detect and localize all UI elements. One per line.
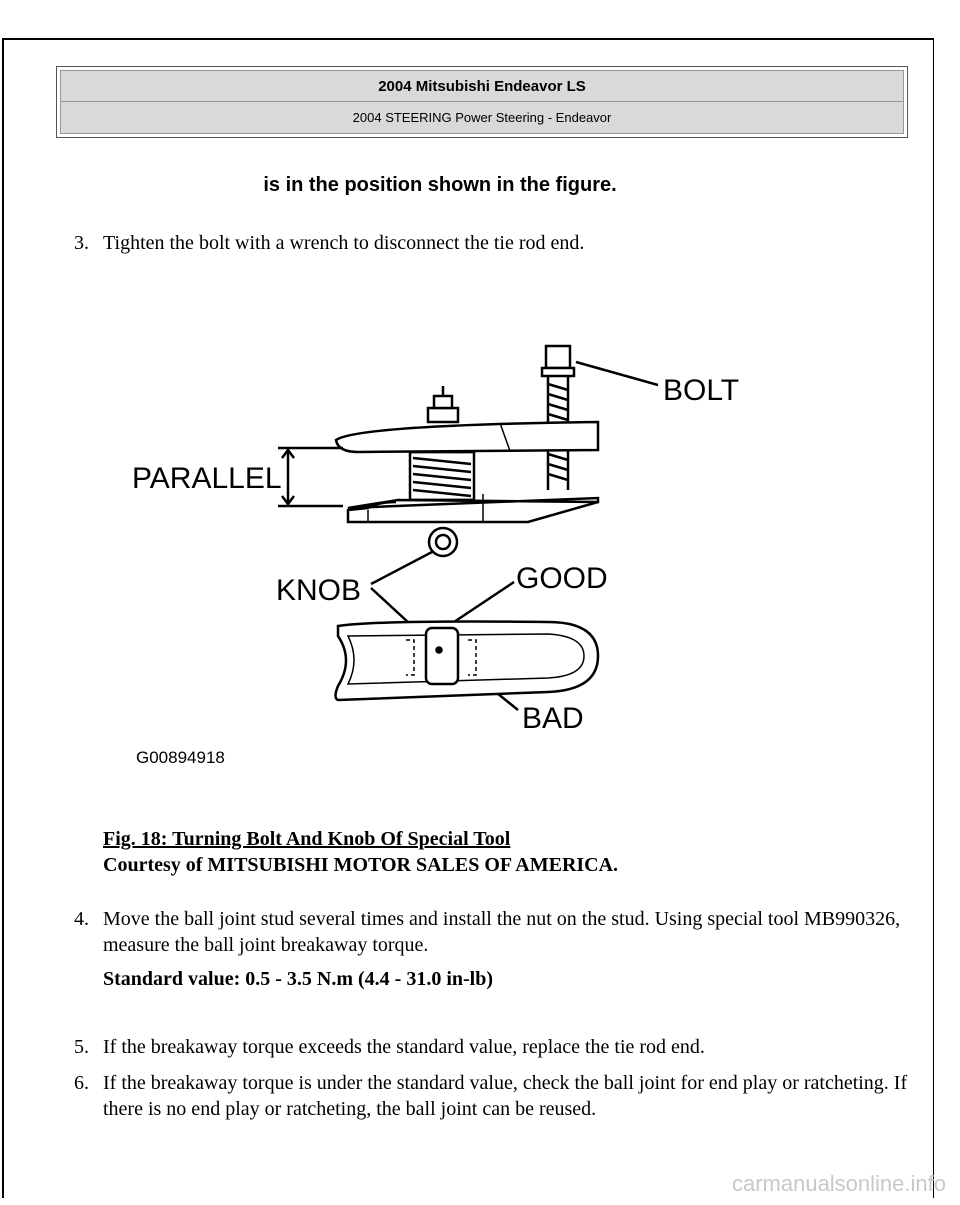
continuation-heading: is in the position shown in the figure.	[263, 174, 617, 196]
figure-caption	[103, 826, 618, 878]
special-tool-diagram	[128, 330, 748, 770]
caption-title: Fig. 18: Turning Bolt And Knob Of Special Tool	[103, 828, 511, 850]
top-knob	[428, 408, 458, 422]
step-text: If the breakaway torque exceeds the standard value, replace the tie rod end.	[103, 1036, 705, 1058]
label-good: GOOD	[516, 562, 608, 595]
step-5	[74, 1034, 914, 1060]
upper-arm	[336, 422, 598, 452]
label-bolt: BOLT	[663, 374, 740, 407]
bolt-leader	[576, 362, 658, 385]
good-leader	[448, 582, 514, 626]
bolt-washer	[542, 368, 574, 376]
figure-code: G00894918	[136, 748, 225, 767]
label-knob: KNOB	[276, 574, 362, 607]
bolt-head	[546, 346, 570, 368]
special-tool-figure	[128, 330, 748, 770]
watermark: carmanualsonline.info	[731, 1171, 946, 1196]
step-text: If the breakaway torque is under the standard value, check the ball joint for end play or ratcheting. If there is no end play or ratcheting, the ball joint can be reused.	[103, 1072, 908, 1120]
step-6	[74, 1070, 914, 1122]
step-3	[74, 230, 914, 256]
step-number: 4.	[74, 908, 89, 930]
step-number: 5.	[74, 1036, 89, 1058]
caption-courtesy: Courtesy of MITSUBISHI MOTOR SALES OF AMERICA.	[103, 854, 619, 876]
step-text: Tighten the bolt with a wrench to disconnect the tie rod end.	[103, 232, 585, 254]
spring	[411, 452, 473, 500]
step-number: 3.	[74, 232, 89, 254]
knob-leader-upper	[371, 552, 432, 584]
good-position	[426, 628, 458, 684]
step-number: 6.	[74, 1072, 89, 1094]
document-header	[56, 66, 908, 138]
label-parallel: PARALLEL	[132, 462, 282, 495]
step-4	[74, 906, 914, 958]
knob-ball	[429, 528, 457, 556]
slot-tool	[336, 622, 599, 701]
header-subtitle: 2004 STEERING Power Steering - Endeavor	[61, 102, 903, 133]
step-text: Move the ball joint stud several times and install the nut on the stud. Using special tool MB990326, measure the ball joint breakaway torque.	[103, 908, 901, 956]
label-bad: BAD	[522, 702, 584, 735]
standard-value: Standard value: 0.5 - 3.5 N.m (4.4 - 31.0 in-lb)	[103, 968, 494, 990]
header-title: 2004 Mitsubishi Endeavor LS	[61, 71, 903, 102]
header-inner	[60, 70, 904, 134]
